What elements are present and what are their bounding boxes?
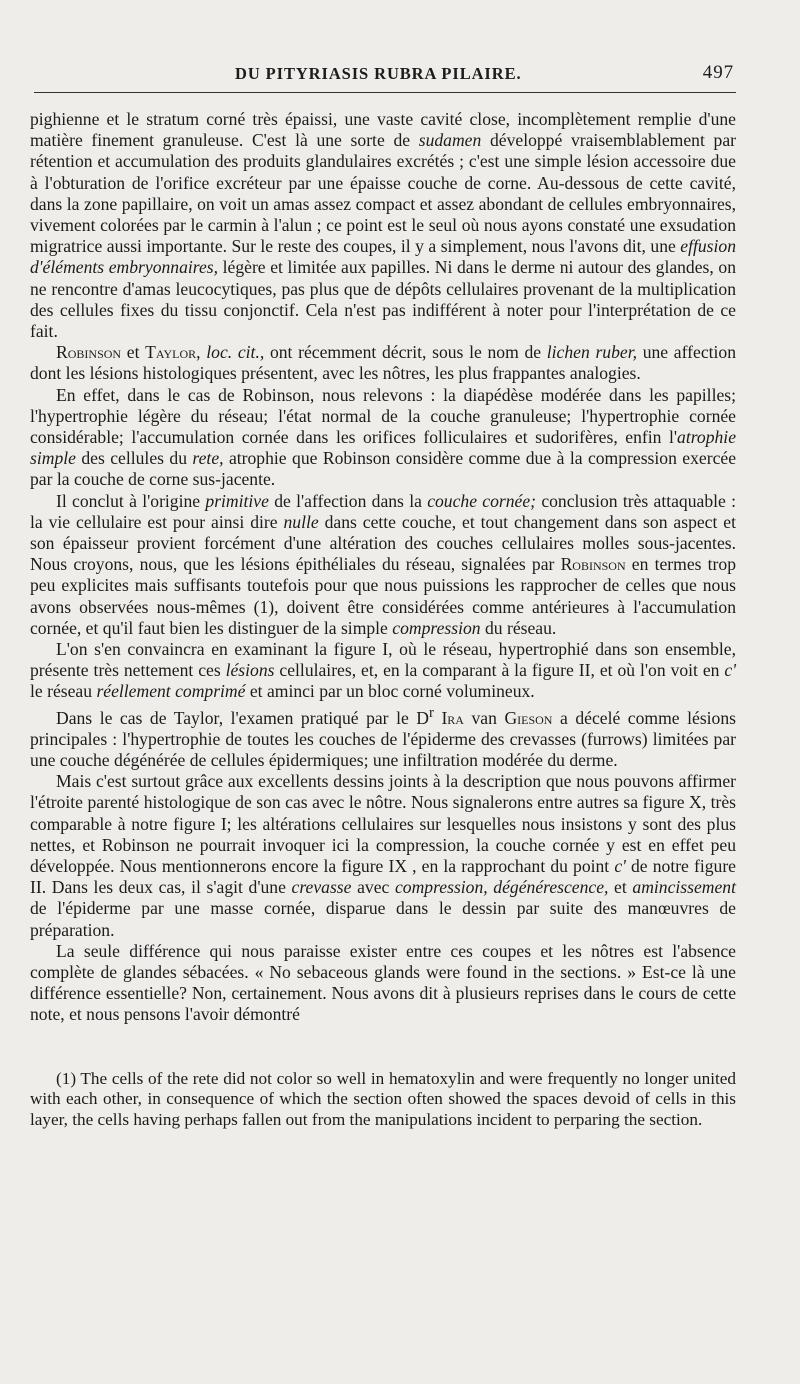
superscript: r: [429, 704, 434, 721]
italic-term: lésions: [225, 660, 275, 681]
text-run: L'on s'en convaincra en examinant la figure I, où le réseau, hypertrophié dans son ensemble, présente très nettement ces: [30, 639, 736, 681]
text-run: et: [608, 877, 633, 898]
italic-term: atrophie simple: [30, 427, 736, 469]
text-run: des cellules du: [75, 448, 193, 469]
italic-term: compression: [392, 617, 481, 638]
text-run: ont récemment décrit, sous le nom de: [264, 342, 547, 363]
italic-term: amincissement: [632, 877, 736, 898]
italic-term: crevasse: [291, 877, 352, 898]
italic-term: lichen ruber,: [546, 342, 638, 363]
text-run: légère et limitée aux papilles. Ni dans le derme ni autour des glandes, on ne rencontre d'amas leucocytiques, pas plus que de dépôts cellulaires provenant de la multiplication des cellules fixes du tissu conjonctif. Cela n'est pas indifférent à noter pour l'interprétation de ce fait.: [30, 257, 736, 342]
author-name: Ira: [441, 707, 464, 728]
text-run: Il conclut à l'origine: [56, 490, 206, 511]
footnotes: [30, 1069, 736, 1131]
author-name: Gieson: [504, 707, 553, 728]
author-name: Taylor: [145, 342, 197, 363]
text-run: de l'affection dans la: [268, 490, 428, 511]
author-name: Robinson: [56, 342, 122, 363]
italic-term: réellement comprimé: [96, 681, 246, 702]
paragraph-6: [30, 703, 736, 771]
author-name: Robinson: [560, 554, 626, 575]
text-run: atrophie que Robinson considère comme due à la compression exercée par la couche de corne sus-jacente.: [30, 448, 736, 490]
text-run: développé vraisemblablement par rétention et accumulation des produits glandulaires excrétés ; c'est une simple lésion accessoire due à l'obturation de l'orifice excréteur par une épaisse couche de corne. Au-dessous de cette cavité, dans la zone papillaire, on voit un amas assez compact et assez abondant de cellules embryonnaires, vivement colorées par le carmin à l'alun ; ce point est le seul où nous ayons constaté une exsudation migratrice aussi importante. Sur le reste des coupes, il y a simplement, nous l'avons dit, une: [30, 130, 736, 257]
text-run: en termes trop peu explicites mais suffisants toutefois pour que nous puissions les rapprocher de celles que nous avons observées nous-mêmes (1), doivent être considérées comme antérieures à l'accumulation cornée, et qu'il faut bien les distinguer de la simple: [30, 554, 736, 638]
text-run: de notre figure II. Dans les deux cas, il s'agit d'une: [30, 855, 736, 898]
text-run: une affection dont les lésions histologiques présentent, avec les nôtres, les plus frappantes analogies.: [30, 342, 737, 384]
text-run: conclusion très attaquable : la vie cellulaire est pour ainsi dire: [30, 490, 736, 532]
text-run: avec: [351, 877, 395, 898]
paragraph-3: [30, 385, 736, 491]
footnote-1: (1) The cells of the rete did not color so well in hematoxylin and were frequently no longer united with each other, in consequence of which the section often showed the spaces devoid of cells in this layer, the cells having perhaps fallen out from the manipulations incident to perparing the section.: [30, 1068, 736, 1129]
text-run: La seule différence qui nous paraisse exister entre ces coupes et les nôtres est l'absence complète de glandes sébacées. « No sebaceous glands were found in the sections. » Est-ce là une différence essentielle? Non, certainement. Nous avons dit à plusieurs reprises dans le cours de cette note, et nous pensons l'avoir démontré: [30, 940, 736, 1025]
page-number: 497: [702, 62, 734, 83]
italic-term: couche cornée;: [427, 490, 537, 511]
text-run: et: [121, 342, 146, 363]
text-run: cellulaires, et, en la comparant à la figure II, et où l'on voit en: [274, 660, 725, 681]
text-run: le réseau: [30, 681, 97, 702]
paragraph-1: [30, 109, 736, 342]
text-run: En effet, dans le cas de Robinson, nous relevons : la diapédèse modérée dans les papilles; l'hypertrophie légère du réseau; l'état normal de la couche granuleuse; l'hypertrophie cornée considérable; l'accumulation cornée dans les orifices folliculaires et sudorifères, enfin l': [30, 384, 736, 448]
text-run: dans cette couche, et tout changement dans son aspect et son épaisseur provient forcément d'une altération des couches cellulaires molles sous-jacentes. Nous croyons, nous, que les lésions épithéliales du réseau, signalées par: [30, 511, 736, 575]
text-run: de l'épiderme par une masse cornée, disparue dans le dessin par suite des manœuvres de préparation.: [30, 898, 736, 940]
italic-term: sudamen: [418, 130, 482, 151]
italic-term: primitive: [205, 490, 269, 511]
italic-term: c': [614, 855, 626, 876]
italic-term: rete,: [192, 448, 224, 469]
running-head: DU PITYRIASIS RUBRA PILAIRE.: [235, 64, 522, 83]
text-run: ,: [196, 342, 207, 363]
text-run: Dans le cas de Taylor, l'examen pratiqué par le D: [56, 707, 430, 728]
text-run: pighienne et le stratum corné très épaissi, une vaste cavité close, incomplètement remplie d'une matière finement granuleuse. C'est là une sorte de: [30, 109, 736, 151]
header-rule: [34, 92, 736, 93]
text-run: du réseau.: [480, 617, 557, 638]
paragraph-7: [30, 771, 736, 941]
italic-term: nulle: [283, 511, 319, 532]
body-text: [30, 109, 736, 1026]
paragraph-4: [30, 491, 736, 639]
text-run: a décelé comme lésions principales : l'hypertrophie de toutes les couches de l'épiderme des crevasses (furrows) limitées par une couche dégénérée de cellules épidermiques; une infiltration modérée du derme.: [30, 707, 736, 770]
italic-term: effusion d'éléments embryonnaires,: [30, 236, 736, 278]
paragraph-8: [30, 941, 736, 1026]
italic-term: loc. cit.,: [206, 342, 265, 363]
text-run: Mais c'est surtout grâce aux excellents dessins joints à la description que nous pouvons affirmer l'étroite parenté histologique de son cas avec le nôtre. Nous signalerons entre autres sa figure X, très comparable à notre figure I; les altérations cellulaires sur lesquelles nous insistons y sont des plus nettes, et Robinson ne pourrait invoquer ici la compression, la couche cornée y est en effet peu développée. Nous mentionnerons encore la figure IX , en la rapprochant du point: [30, 771, 736, 876]
paragraph-2: [30, 342, 736, 384]
text-run: et aminci par un bloc corné volumineux.: [245, 681, 535, 702]
page-header: [30, 52, 736, 92]
paragraph-5: [30, 639, 736, 703]
text-run: van: [463, 707, 505, 728]
italic-term: c': [724, 660, 736, 681]
italic-term: compression, dégénérescence,: [394, 877, 609, 898]
